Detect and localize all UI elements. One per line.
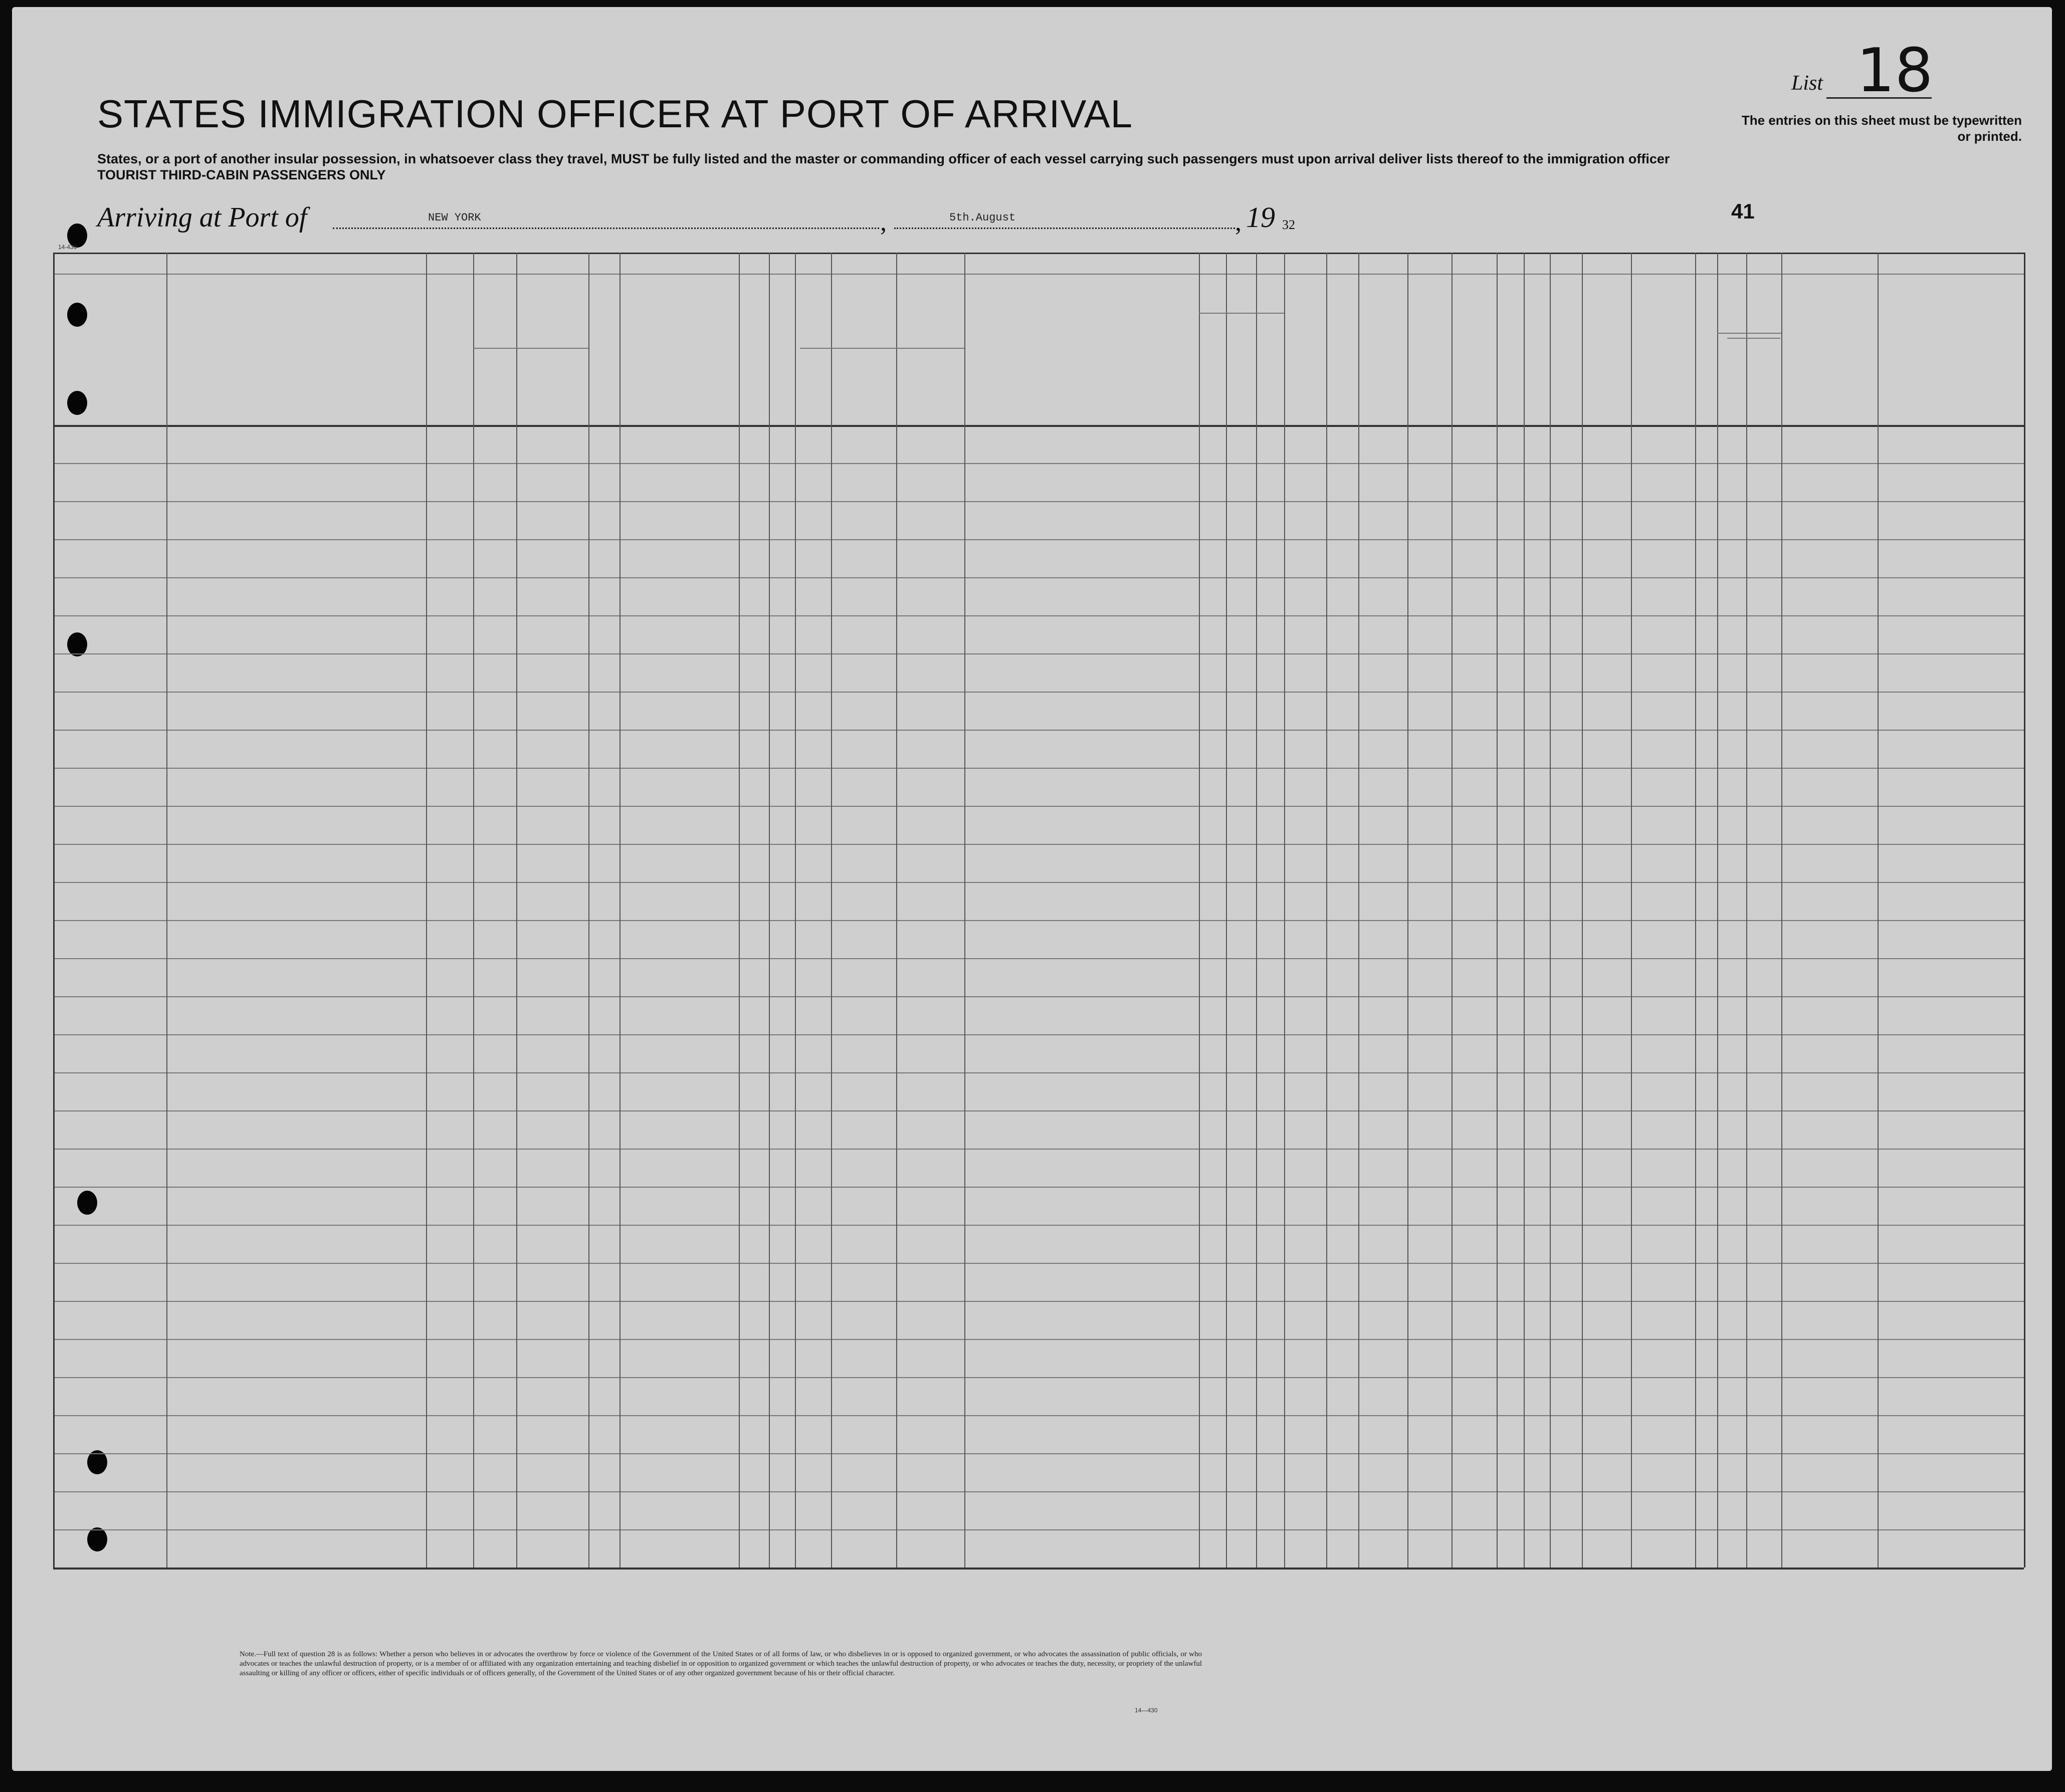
port-dotted-line (333, 228, 879, 229)
grid-line (1524, 253, 1525, 1567)
grid-line (426, 253, 427, 1567)
grid-line (53, 463, 2024, 464)
grid-line (1407, 253, 1408, 1567)
grid-line (53, 1529, 2024, 1530)
grid-line (896, 253, 897, 1567)
date-value: 5th.August (949, 211, 1016, 224)
grid-line (53, 1072, 2024, 1073)
manifest-table (53, 253, 2024, 1565)
grid-line (53, 958, 2024, 959)
grid-line (1727, 338, 1780, 339)
grid-line (1326, 253, 1327, 1567)
grid-line (964, 253, 965, 1567)
footnote: Note.—Full text of question 28 is as follows: Whether a person who believes in or advocates the overthrow by force or violence of the Government of the United States or of all forms of law, or who disbelieves in or is opposed to organized government, or who advocates the assassination of public officials, or who advocates or teaches the unlawful destruction of property, or is a member of or affiliated with any organization entertaining and teaching disbelief in or opposition to organized government or which teaches the unlawful destruction of property, or who advocates or teaches the duty, necessity, or propriety of the unlawful assaulting or killing of any officer or officers, either of specific individuals or of officers generally, of the Government of the United States or of any other organized government because of his or their official character. (240, 1650, 1202, 1677)
grid-line (1781, 253, 1782, 1567)
grid-line (53, 1110, 2024, 1111)
grid-line (53, 615, 2024, 616)
port-value: NEW YORK (428, 211, 481, 224)
arriving-label: Arriving at Port of (97, 202, 307, 233)
grid-line (53, 1034, 2024, 1035)
grid-line (1199, 253, 1200, 1567)
grid-line (53, 1377, 2024, 1378)
grid-line (53, 1415, 2024, 1416)
form-code: 14-430 (58, 244, 77, 251)
grid-line (1497, 253, 1498, 1567)
grid-line (53, 253, 2024, 254)
grid-line (53, 539, 2024, 540)
grid-line (53, 577, 2024, 578)
grid-line (53, 1453, 2024, 1454)
list-underline (1826, 97, 1932, 99)
grid-line (1878, 253, 1879, 1567)
grid-line (769, 253, 770, 1567)
grid-line (166, 253, 167, 1567)
year-suffix: 32 (1282, 217, 1295, 232)
grid-line (53, 1567, 2024, 1570)
grid-line (53, 1187, 2024, 1188)
grid-line (739, 253, 740, 1567)
grid-line (1746, 253, 1747, 1567)
list-number: 18 (1856, 36, 1933, 106)
instructions-line: States, or a port of another insular possession, in whatsoever class they travel, MUST be fully listed and the master or commanding officer of each vessel carrying such passengers must upon arrival deliver lists thereof to the immigration officer (97, 151, 1670, 166)
grid-line (1695, 253, 1696, 1567)
grid-line (53, 425, 2024, 427)
separator-comma: , (1235, 208, 1242, 237)
list-label: List (1791, 72, 1823, 95)
grid-line (53, 1491, 2024, 1492)
grid-line (795, 253, 796, 1567)
sheet-number: 41 (1731, 199, 1755, 223)
grid-line (1717, 253, 1718, 1567)
grid-line (1199, 313, 1284, 314)
grid-line (53, 1225, 2024, 1226)
grid-line (53, 653, 2024, 654)
grid-line (53, 844, 2024, 845)
grid-line (53, 692, 2024, 693)
entries-note: The entries on this sheet must be typewritten or printed. (1741, 113, 2022, 144)
grid-line (516, 253, 517, 1567)
grid-line (800, 348, 964, 349)
grid-line (1582, 253, 1583, 1567)
grid-line (53, 996, 2024, 997)
year-prefix: 19 (1246, 201, 1275, 234)
grid-line (473, 253, 474, 1567)
grid-line (1631, 253, 1632, 1567)
grid-line (53, 920, 2024, 921)
grid-line (588, 253, 589, 1567)
grid-line (831, 253, 832, 1567)
grid-line (1358, 253, 1359, 1567)
manifest-sheet (12, 7, 2052, 1771)
grid-line (2024, 253, 2025, 1567)
grid-line (1717, 333, 1781, 334)
passenger-class-line: TOURIST THIRD-CABIN PASSENGERS ONLY (97, 167, 386, 182)
grid-line (473, 348, 588, 349)
grid-line (53, 1301, 2024, 1302)
grid-line (53, 501, 2024, 502)
separator-comma: , (880, 208, 887, 237)
grid-line (53, 768, 2024, 769)
grid-line (1226, 253, 1227, 1567)
grid-line (1256, 253, 1257, 1567)
grid-line (53, 1339, 2024, 1340)
grid-line (53, 1149, 2024, 1150)
grid-line (53, 274, 2024, 275)
grid-line (1452, 253, 1453, 1567)
page-title: STATES IMMIGRATION OFFICER AT PORT OF ARRIVAL (97, 92, 1133, 136)
grid-line (1550, 253, 1551, 1567)
grid-line (53, 806, 2024, 807)
date-dotted-line (894, 228, 1235, 229)
grid-line (53, 253, 55, 1567)
grid-line (53, 1263, 2024, 1264)
grid-line (620, 253, 621, 1567)
grid-line (1284, 253, 1285, 1567)
footnote-form-code: 14—430 (1135, 1707, 1158, 1714)
grid-line (53, 730, 2024, 731)
grid-line (53, 882, 2024, 883)
